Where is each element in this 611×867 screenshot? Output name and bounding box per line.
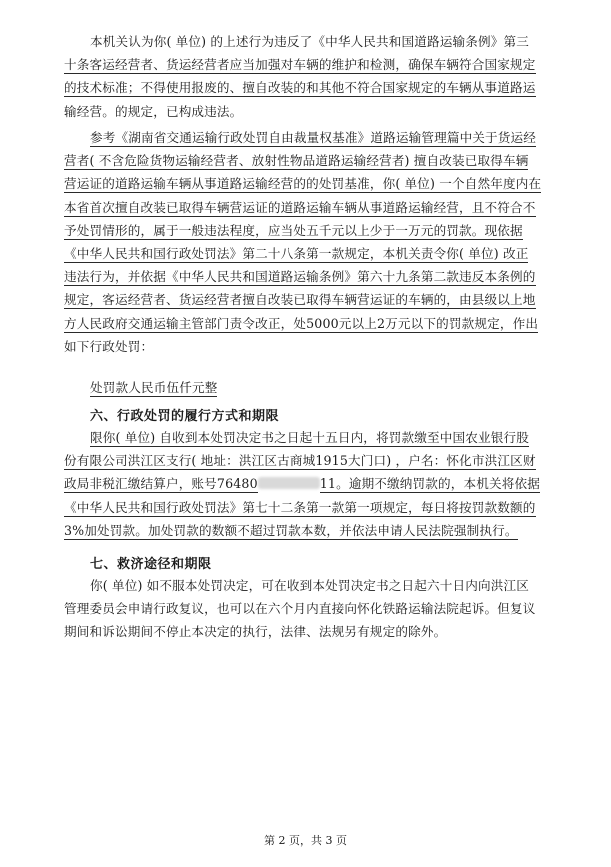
underlined-text: 参考《湖南省交通运输行政处罚自由裁量权基准》道路运输管理篇中关于货运经 [90, 130, 537, 145]
underlined-text: 本省首次擅自改装已取得车辆营运证的道路运输车辆从事道路运输经营，且不符合不 [64, 199, 536, 215]
underlined-text: 份有限公司洪江区支行( 地址：洪江区古商城1915大门口) ，户名：怀化市洪江区财 [64, 453, 536, 469]
underlined-text: 《中华人民共和国行政处罚法》第二十八条第一款规定，本机关责令你( 单位) 改正 [64, 245, 529, 261]
text-line [64, 574, 584, 597]
text-line [64, 196, 584, 219]
text-line [64, 76, 584, 99]
page-number: 第 2 页，共 3 页 [264, 834, 347, 847]
section-heading-six: 六、行政处罚的履行方式和期限 [90, 409, 280, 424]
text-line [64, 30, 584, 53]
text-line [64, 149, 584, 172]
underlined-text: 11。逾期不缴纳罚款的，本机关将依据 [319, 476, 540, 492]
penalty-amount: 处罚款人民币伍仟元整 [90, 380, 218, 395]
paragraph-payment [64, 426, 584, 542]
underlined-text: 3%加处罚款。加处罚款的数额不超过罚款本数，并依法申请人民法院强制执行。 [64, 522, 518, 538]
text-line [64, 242, 584, 265]
text-line [64, 376, 584, 399]
text-line [64, 472, 584, 495]
underlined-text: 予处罚情形的，属于一般违法程度，应当处五千元以上少于一万元的罚款。现依据 [64, 222, 523, 238]
text-segment: 期间和诉讼期间不停止本决定的执行，法律、法规另有规定的除外。 [64, 624, 447, 640]
text-segment: 你( 单位) 如不服本处罚决定，可在收到本处罚决定书之日起六十日内向洪江区 [90, 578, 529, 593]
text-line [64, 172, 584, 195]
text-line [64, 53, 584, 76]
underlined-text: 限你( 单位) 自收到本处罚决定书之日起十五日内，将罚款缴至中国农业银行股 [90, 430, 529, 445]
text-line [64, 496, 584, 519]
paragraph-remedy [64, 574, 584, 644]
text-line [64, 335, 584, 358]
underlined-text: 十条客运经营者、货运经营者应当加强对车辆的维护和检测，确保车辆符合国家规定 [64, 57, 536, 73]
text-line [64, 126, 584, 149]
underlined-text: 营者( 不含危险货物运输经营者、放射性物品道路运输经营者) 擅自改装已取得车辆 [64, 153, 529, 169]
paragraph-violation [64, 30, 584, 123]
paragraph-penalty-basis [64, 126, 584, 358]
text-line [64, 519, 584, 542]
text-line [64, 219, 584, 242]
text-segment: 管理委员会申请行政复议，也可以在六个月内直接向怀化铁路运输法院起诉。但复议 [64, 601, 536, 617]
section-heading-seven: 七、救济途径和期限 [90, 557, 212, 572]
underlined-text: 营运证的道路运输车辆从事道路运输经营的的处罚基准，你( 单位) 一个自然年度内在 [64, 176, 542, 192]
underlined-text: 规定，客运经营者、货运经营者擅自改装已取得车辆营运证的车辆的，由县级以上地 [64, 292, 536, 308]
text-line [64, 449, 584, 472]
text-line [64, 288, 584, 311]
text-segment: 输经营。的规定，已构成违法。 [64, 103, 243, 119]
underlined-text: 违法行为，并依据《中华人民共和国道路运输条例》第六十九条第二款违反本条例的 [64, 269, 536, 285]
text-segment: 本机关认为你( 单位) 的上述行为违反了《中华人民共和国道路运输条例》第三 [90, 34, 529, 49]
underlined-text: 方人民政府交通运输主管部门责令改正，处5000元以上2万元以下的罚款规定，作出 [64, 315, 539, 331]
underlined-text: 的技术标准；不得使用报废的、擅自改装的和其他不符合国家规定的车辆从事道路运 [64, 80, 536, 96]
text-line [64, 100, 584, 123]
underlined-text: 政局非税汇缴结算户，账号76480 [64, 476, 258, 492]
text-line [64, 312, 584, 335]
text-line [64, 620, 584, 643]
text-line [64, 426, 584, 449]
text-line [64, 597, 584, 620]
redacted-account-number [258, 477, 320, 489]
text-line [64, 265, 584, 288]
underlined-text: 《中华人民共和国行政处罚法》第七十二条第一款第一项规定，每日将按罚款数额的 [64, 499, 536, 515]
penalty-line [64, 376, 584, 399]
text-segment: 如下行政处罚： [64, 338, 154, 354]
